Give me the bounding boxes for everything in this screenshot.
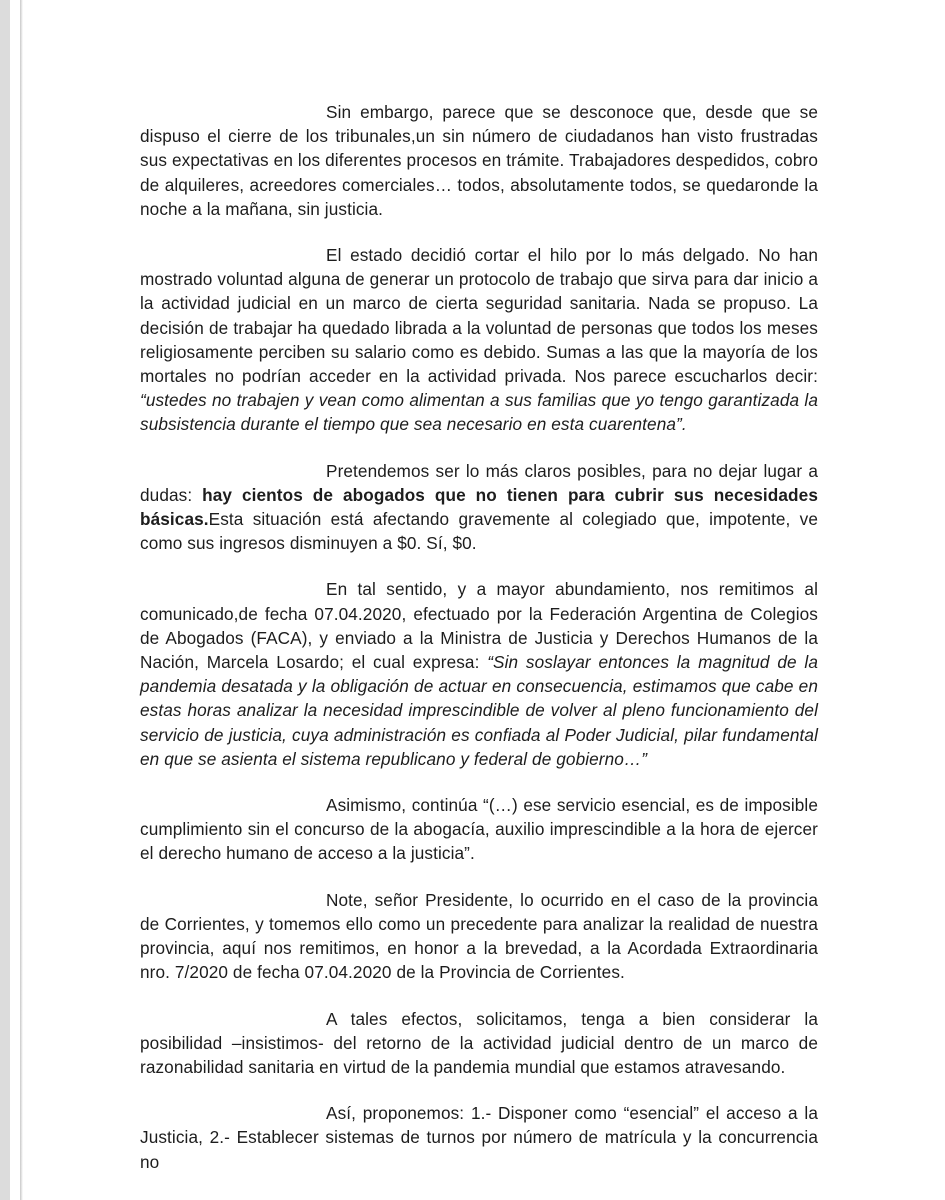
paragraph-text: A tales efectos, solicitamos, tenga a bien considerar la posibilidad –insistimos- del retorno de la actividad judicial dentro de un marco de razonabilidad sanitaria en virtud de la pandemia mundial que estamos atravesando. (140, 1008, 818, 1077)
paragraph-text: Pretendemos ser lo más claros posibles, para no dejar lugar a dudas: (140, 460, 818, 505)
paragraph-6 (140, 888, 818, 985)
quoted-text-italic: “ustedes no trabajen y vean como alimentan a sus familias que yo tengo garantizada la subsistencia durante el tiempo que sea necesario en esta cuarentena”. (140, 390, 818, 435)
paragraph-2 (140, 243, 818, 437)
paragraph-3 (140, 459, 818, 556)
page-edge-shadow (20, 0, 23, 1200)
paragraph-text: En tal sentido, y a mayor abundamiento, nos remitimos al comunicado,de fecha 07.04.2020, efectuado por la Federación Argentina de Colegios de Abogados (FACA), y enviado a la Ministra de Justicia y Derechos Humanos de la Nación, Marcela Losardo; el cual expresa: (140, 579, 818, 673)
paragraph-7 (140, 1007, 818, 1080)
paragraph-4 (140, 577, 818, 771)
emphasis-text-bold: hay cientos de abogados que no tienen para cubrir sus necesidades básicas. (140, 484, 818, 530)
quoted-text-italic: “Sin soslayar entonces la magnitud de la pandemia desatada y la obligación de actuar en consecuencia, estimamos que cabe en estas horas analizar la necesidad imprescindible de volver al pleno funcionamiento del servicio de justicia, cuya administración es confiada al Poder Judicial, pilar fundamental en que se asienta el sistema republicano y federal de gobierno…” (140, 652, 818, 769)
paragraph-text: Note, señor Presidente, lo ocurrido en el caso de la provincia de Corrientes, y tomemos ello como un precedente para analizar la realidad de nuestra provincia, aquí nos remitimos, en honor a la brevedad, a la Acordada Extraordinaria nro. 7/2020 de fecha 07.04.2020 de la Provincia de Corrientes. (140, 889, 818, 983)
paragraph-5 (140, 793, 818, 866)
document-body (140, 100, 818, 1196)
paragraph-text: Sin embargo, parece que se desconoce que, desde que se dispuso el cierre de los tribunales,un sin número de ciudadanos han visto frustradas sus expectativas en los diferentes procesos en trámite. Trabajadores despedidos, cobro de alquileres, acreedores comerciales… todos, absolutamente todos, se quedaronde la noche a la mañana, sin justicia. (140, 102, 818, 219)
paragraph-text: Asimismo, continúa “(…) ese servicio esencial, es de imposible cumplimiento sin el concurso de la abogacía, auxilio imprescindible a la hora de ejercer el derecho humano de acceso a la justicia”. (140, 795, 818, 864)
paragraph-text: Así, proponemos: 1.- Disponer como “esencial” el acceso a la Justicia, 2.- Establecer sistemas de turnos por número de matrícula y la concurrencia no (140, 1103, 818, 1172)
paragraph-text: El estado decidió cortar el hilo por lo más delgado. No han mostrado voluntad alguna de generar un protocolo de trabajo que sirva para dar inicio a la actividad judicial en un marco de cierta seguridad sanitaria. Nada se propuso. La decisión de trabajar ha quedado librada a la voluntad de personas que todos los meses religiosamente perciben su salario como es debido. Sumas a las que la mayoría de los mortales no podrían acceder en la actividad privada. Nos parece escucharlos decir: (140, 245, 818, 387)
paragraph-8 (140, 1101, 818, 1174)
paragraph-text: Esta situación está afectando gravemente al colegiado que, impotente, ve como sus ingresos disminuyen a $0. Sí, $0. (140, 509, 818, 554)
paragraph-1 (140, 100, 818, 221)
